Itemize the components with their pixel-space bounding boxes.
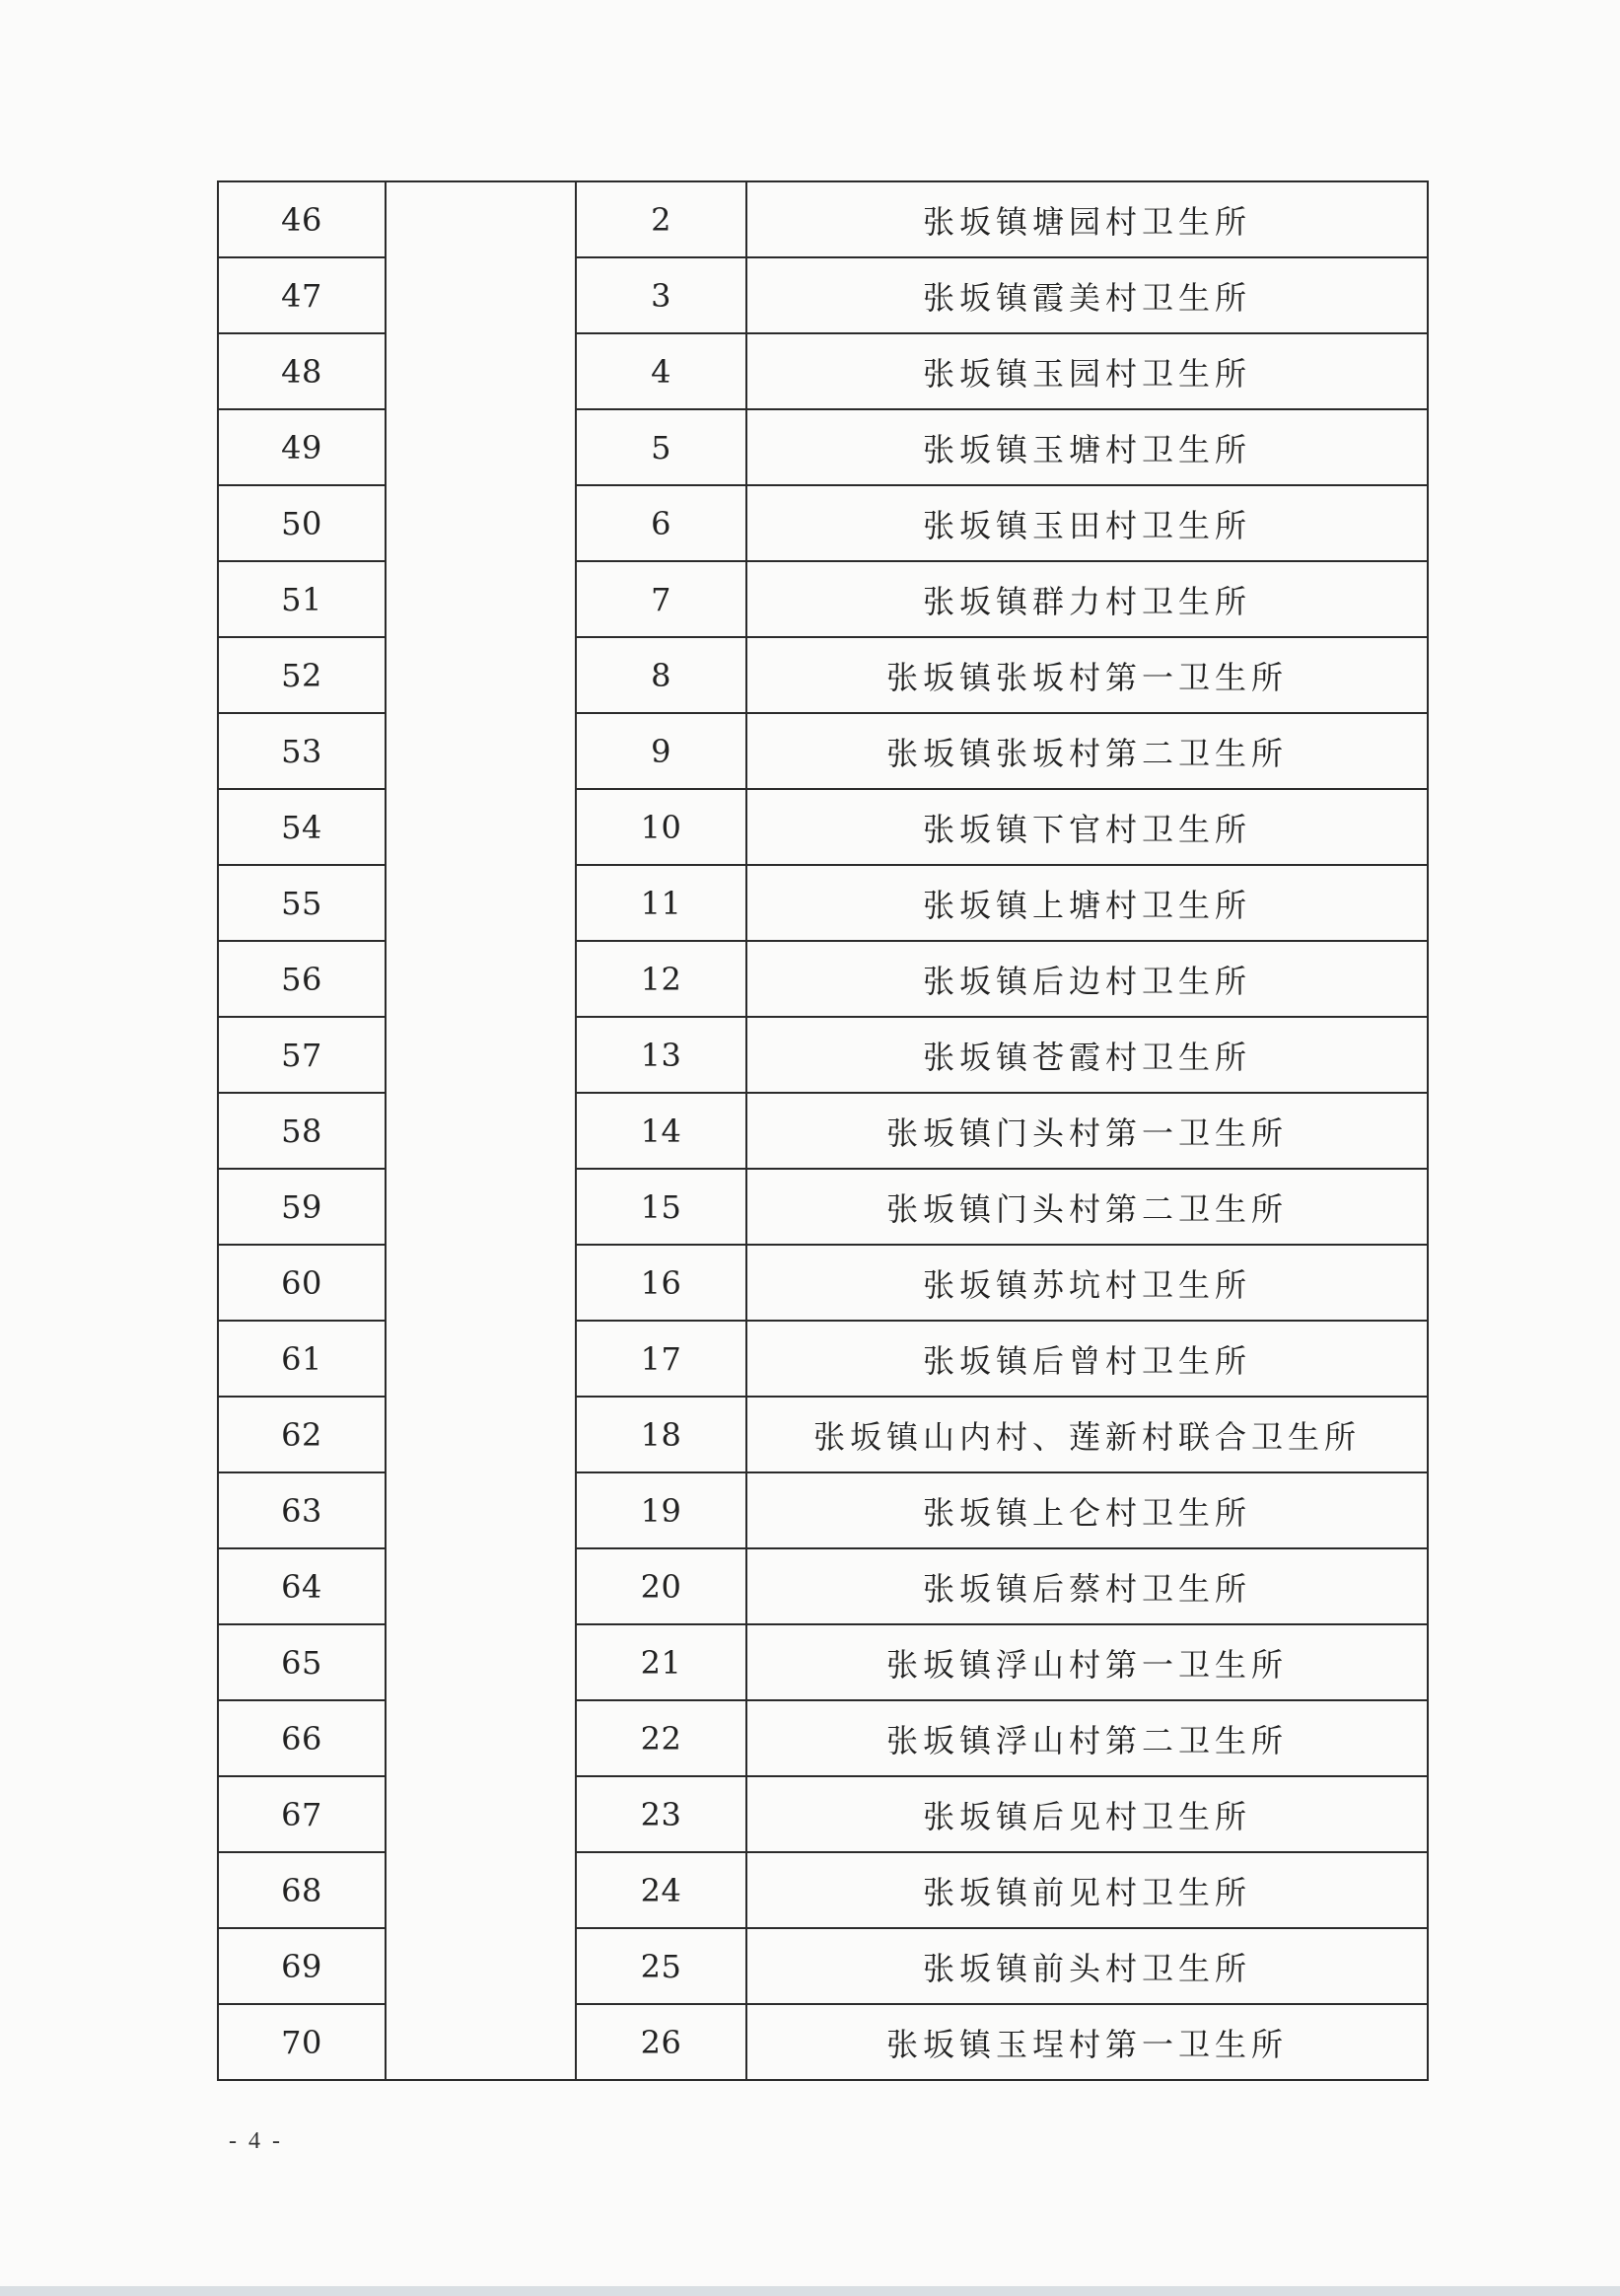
serial-cell: 57 — [218, 1017, 386, 1093]
sub-serial-cell: 13 — [576, 1017, 746, 1093]
scan-bottom-edge — [0, 2286, 1620, 2296]
sub-serial-cell: 12 — [576, 941, 746, 1017]
clinic-name-cell: 张坂镇上仑村卫生所 — [746, 1472, 1428, 1548]
sub-serial-cell: 24 — [576, 1852, 746, 1928]
clinic-name-cell: 张坂镇张坂村第一卫生所 — [746, 637, 1428, 713]
sub-serial-cell: 19 — [576, 1472, 746, 1548]
sub-serial-cell: 21 — [576, 1624, 746, 1700]
sub-serial-cell: 15 — [576, 1169, 746, 1245]
clinic-name-cell: 张坂镇玉田村卫生所 — [746, 485, 1428, 561]
sub-serial-cell: 20 — [576, 1548, 746, 1624]
serial-cell: 67 — [218, 1776, 386, 1852]
sub-serial-cell: 2 — [576, 181, 746, 257]
serial-cell: 65 — [218, 1624, 386, 1700]
sub-serial-cell: 16 — [576, 1245, 746, 1321]
sub-serial-cell: 10 — [576, 789, 746, 865]
serial-cell: 53 — [218, 713, 386, 789]
clinic-name-cell: 张坂镇玉园村卫生所 — [746, 333, 1428, 409]
serial-cell: 46 — [218, 181, 386, 257]
serial-cell: 52 — [218, 637, 386, 713]
sub-serial-cell: 23 — [576, 1776, 746, 1852]
serial-cell: 47 — [218, 257, 386, 333]
sub-serial-cell: 7 — [576, 561, 746, 637]
table-row — [218, 181, 1428, 257]
institution-table — [217, 180, 1429, 2081]
clinic-name-cell: 张坂镇张坂村第二卫生所 — [746, 713, 1428, 789]
town-group-cell — [386, 181, 576, 2080]
clinic-name-cell: 张坂镇下官村卫生所 — [746, 789, 1428, 865]
serial-cell: 54 — [218, 789, 386, 865]
serial-cell: 62 — [218, 1397, 386, 1472]
clinic-name-cell: 张坂镇门头村第二卫生所 — [746, 1169, 1428, 1245]
clinic-name-cell: 张坂镇门头村第一卫生所 — [746, 1093, 1428, 1169]
sub-serial-cell: 11 — [576, 865, 746, 941]
sub-serial-cell: 9 — [576, 713, 746, 789]
clinic-name-cell: 张坂镇后蔡村卫生所 — [746, 1548, 1428, 1624]
sub-serial-cell: 8 — [576, 637, 746, 713]
clinic-name-cell: 张坂镇后边村卫生所 — [746, 941, 1428, 1017]
serial-cell: 69 — [218, 1928, 386, 2004]
sub-serial-cell: 14 — [576, 1093, 746, 1169]
clinic-name-cell: 张坂镇塘园村卫生所 — [746, 181, 1428, 257]
serial-cell: 55 — [218, 865, 386, 941]
serial-cell: 56 — [218, 941, 386, 1017]
clinic-name-cell: 张坂镇后见村卫生所 — [746, 1776, 1428, 1852]
serial-cell: 66 — [218, 1700, 386, 1776]
serial-cell: 68 — [218, 1852, 386, 1928]
clinic-name-cell: 张坂镇群力村卫生所 — [746, 561, 1428, 637]
clinic-name-cell: 张坂镇上塘村卫生所 — [746, 865, 1428, 941]
sub-serial-cell: 22 — [576, 1700, 746, 1776]
serial-cell: 60 — [218, 1245, 386, 1321]
sub-serial-cell: 5 — [576, 409, 746, 485]
serial-cell: 61 — [218, 1321, 386, 1397]
serial-cell: 64 — [218, 1548, 386, 1624]
clinic-name-cell: 张坂镇浮山村第一卫生所 — [746, 1624, 1428, 1700]
clinic-name-cell: 张坂镇苍霞村卫生所 — [746, 1017, 1428, 1093]
sub-serial-cell: 6 — [576, 485, 746, 561]
clinic-name-cell: 张坂镇前头村卫生所 — [746, 1928, 1428, 2004]
clinic-name-cell: 张坂镇前见村卫生所 — [746, 1852, 1428, 1928]
serial-cell: 51 — [218, 561, 386, 637]
sub-serial-cell: 18 — [576, 1397, 746, 1472]
clinic-name-cell: 张坂镇玉塘村卫生所 — [746, 409, 1428, 485]
clinic-name-cell: 张坂镇后曾村卫生所 — [746, 1321, 1428, 1397]
sub-serial-cell: 26 — [576, 2004, 746, 2080]
serial-cell: 48 — [218, 333, 386, 409]
page-number: - 4 - — [229, 2128, 283, 2154]
serial-cell: 58 — [218, 1093, 386, 1169]
clinic-name-cell: 张坂镇苏坑村卫生所 — [746, 1245, 1428, 1321]
clinic-name-cell: 张坂镇玉埕村第一卫生所 — [746, 2004, 1428, 2080]
clinic-name-cell: 张坂镇山内村、莲新村联合卫生所 — [746, 1397, 1428, 1472]
serial-cell: 49 — [218, 409, 386, 485]
serial-cell: 70 — [218, 2004, 386, 2080]
clinic-name-cell: 张坂镇浮山村第二卫生所 — [746, 1700, 1428, 1776]
table-body — [218, 181, 1428, 2080]
serial-cell: 63 — [218, 1472, 386, 1548]
sub-serial-cell: 17 — [576, 1321, 746, 1397]
serial-cell: 59 — [218, 1169, 386, 1245]
sub-serial-cell: 4 — [576, 333, 746, 409]
clinic-name-cell: 张坂镇霞美村卫生所 — [746, 257, 1428, 333]
serial-cell: 50 — [218, 485, 386, 561]
sub-serial-cell: 25 — [576, 1928, 746, 2004]
sub-serial-cell: 3 — [576, 257, 746, 333]
